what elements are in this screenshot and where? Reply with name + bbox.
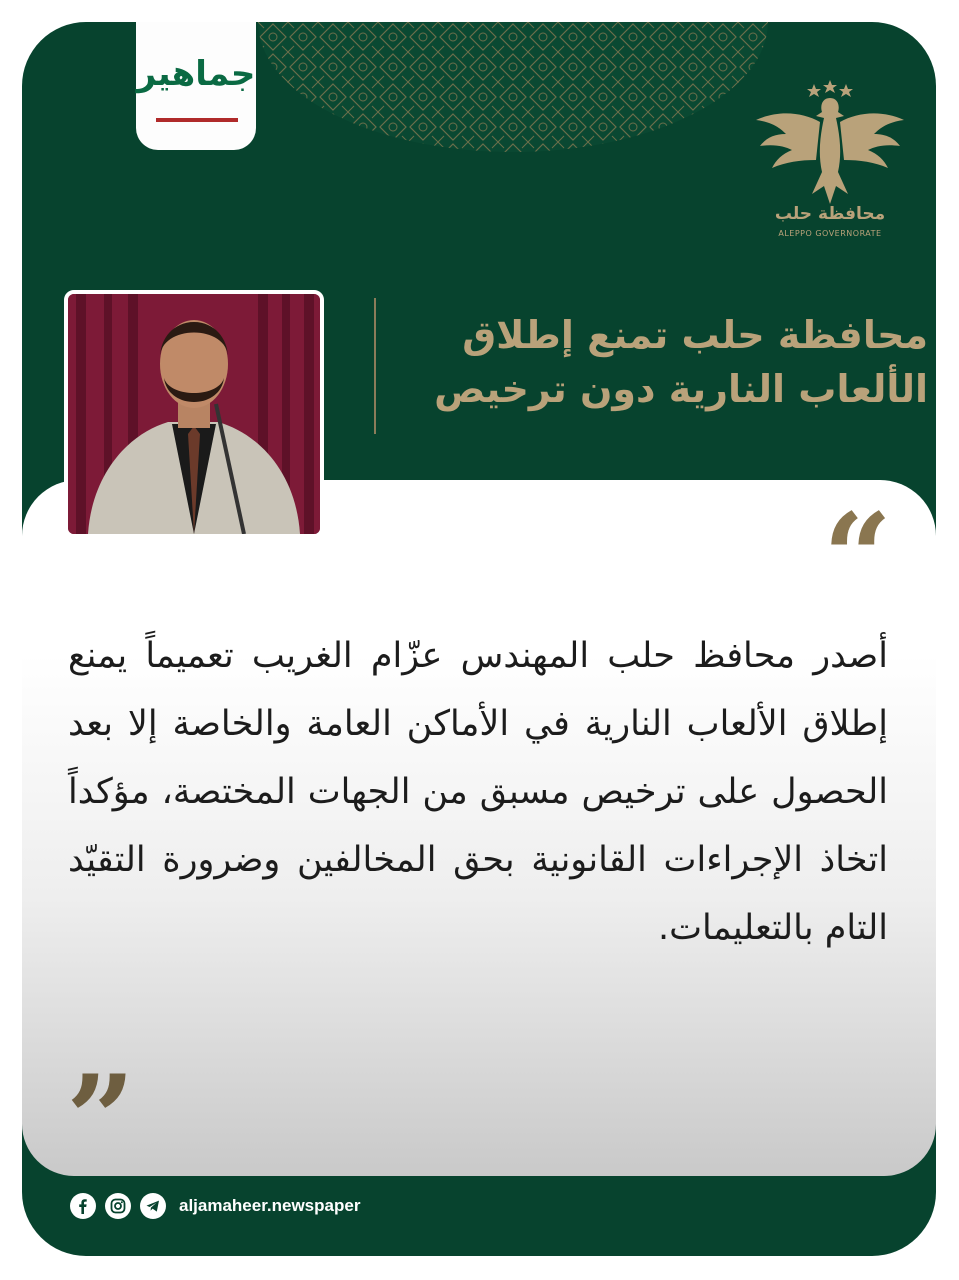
governorate-name-ar: محافظة حلب — [774, 204, 886, 224]
newspaper-logo — [136, 22, 256, 150]
close-quote-mark: ” — [66, 1049, 136, 1190]
eagle-emblem-icon — [750, 76, 910, 216]
quote-body: أصدر محافظ حلب المهندس عزّام الغريب تعميماً يمنع إطلاق الألعاب النارية في الأماكن العامة والخاصة إلا بعد الحصول على ترخيص مسبق من الجهات المختصة، مؤكداً اتخاذ الإجراءات القانونية بحق المخالفين وضرورة التقيّد التام بالتعليمات. — [68, 636, 888, 948]
footer-social — [70, 1188, 360, 1224]
headline-divider — [374, 298, 376, 434]
telegram-icon[interactable] — [140, 1193, 166, 1219]
logo-accent-bar — [156, 118, 238, 122]
headline-line-2: الألعاب النارية دون ترخيص — [434, 367, 928, 411]
governorate-name-en: ALEPPO GOVERNORATE — [778, 229, 882, 238]
governor-photo — [64, 290, 324, 538]
headline — [392, 308, 928, 416]
news-card — [22, 22, 936, 1256]
social-handle[interactable]: aljamaheer.newspaper — [179, 1196, 361, 1215]
instagram-icon[interactable] — [105, 1193, 131, 1219]
open-quote-mark: “ — [822, 487, 892, 628]
facebook-icon[interactable] — [70, 1193, 96, 1219]
decorative-pattern — [258, 22, 768, 152]
logo-wordmark: جماهير — [136, 54, 256, 94]
headline-line-1: محافظة حلب تمنع إطلاق — [462, 313, 928, 357]
